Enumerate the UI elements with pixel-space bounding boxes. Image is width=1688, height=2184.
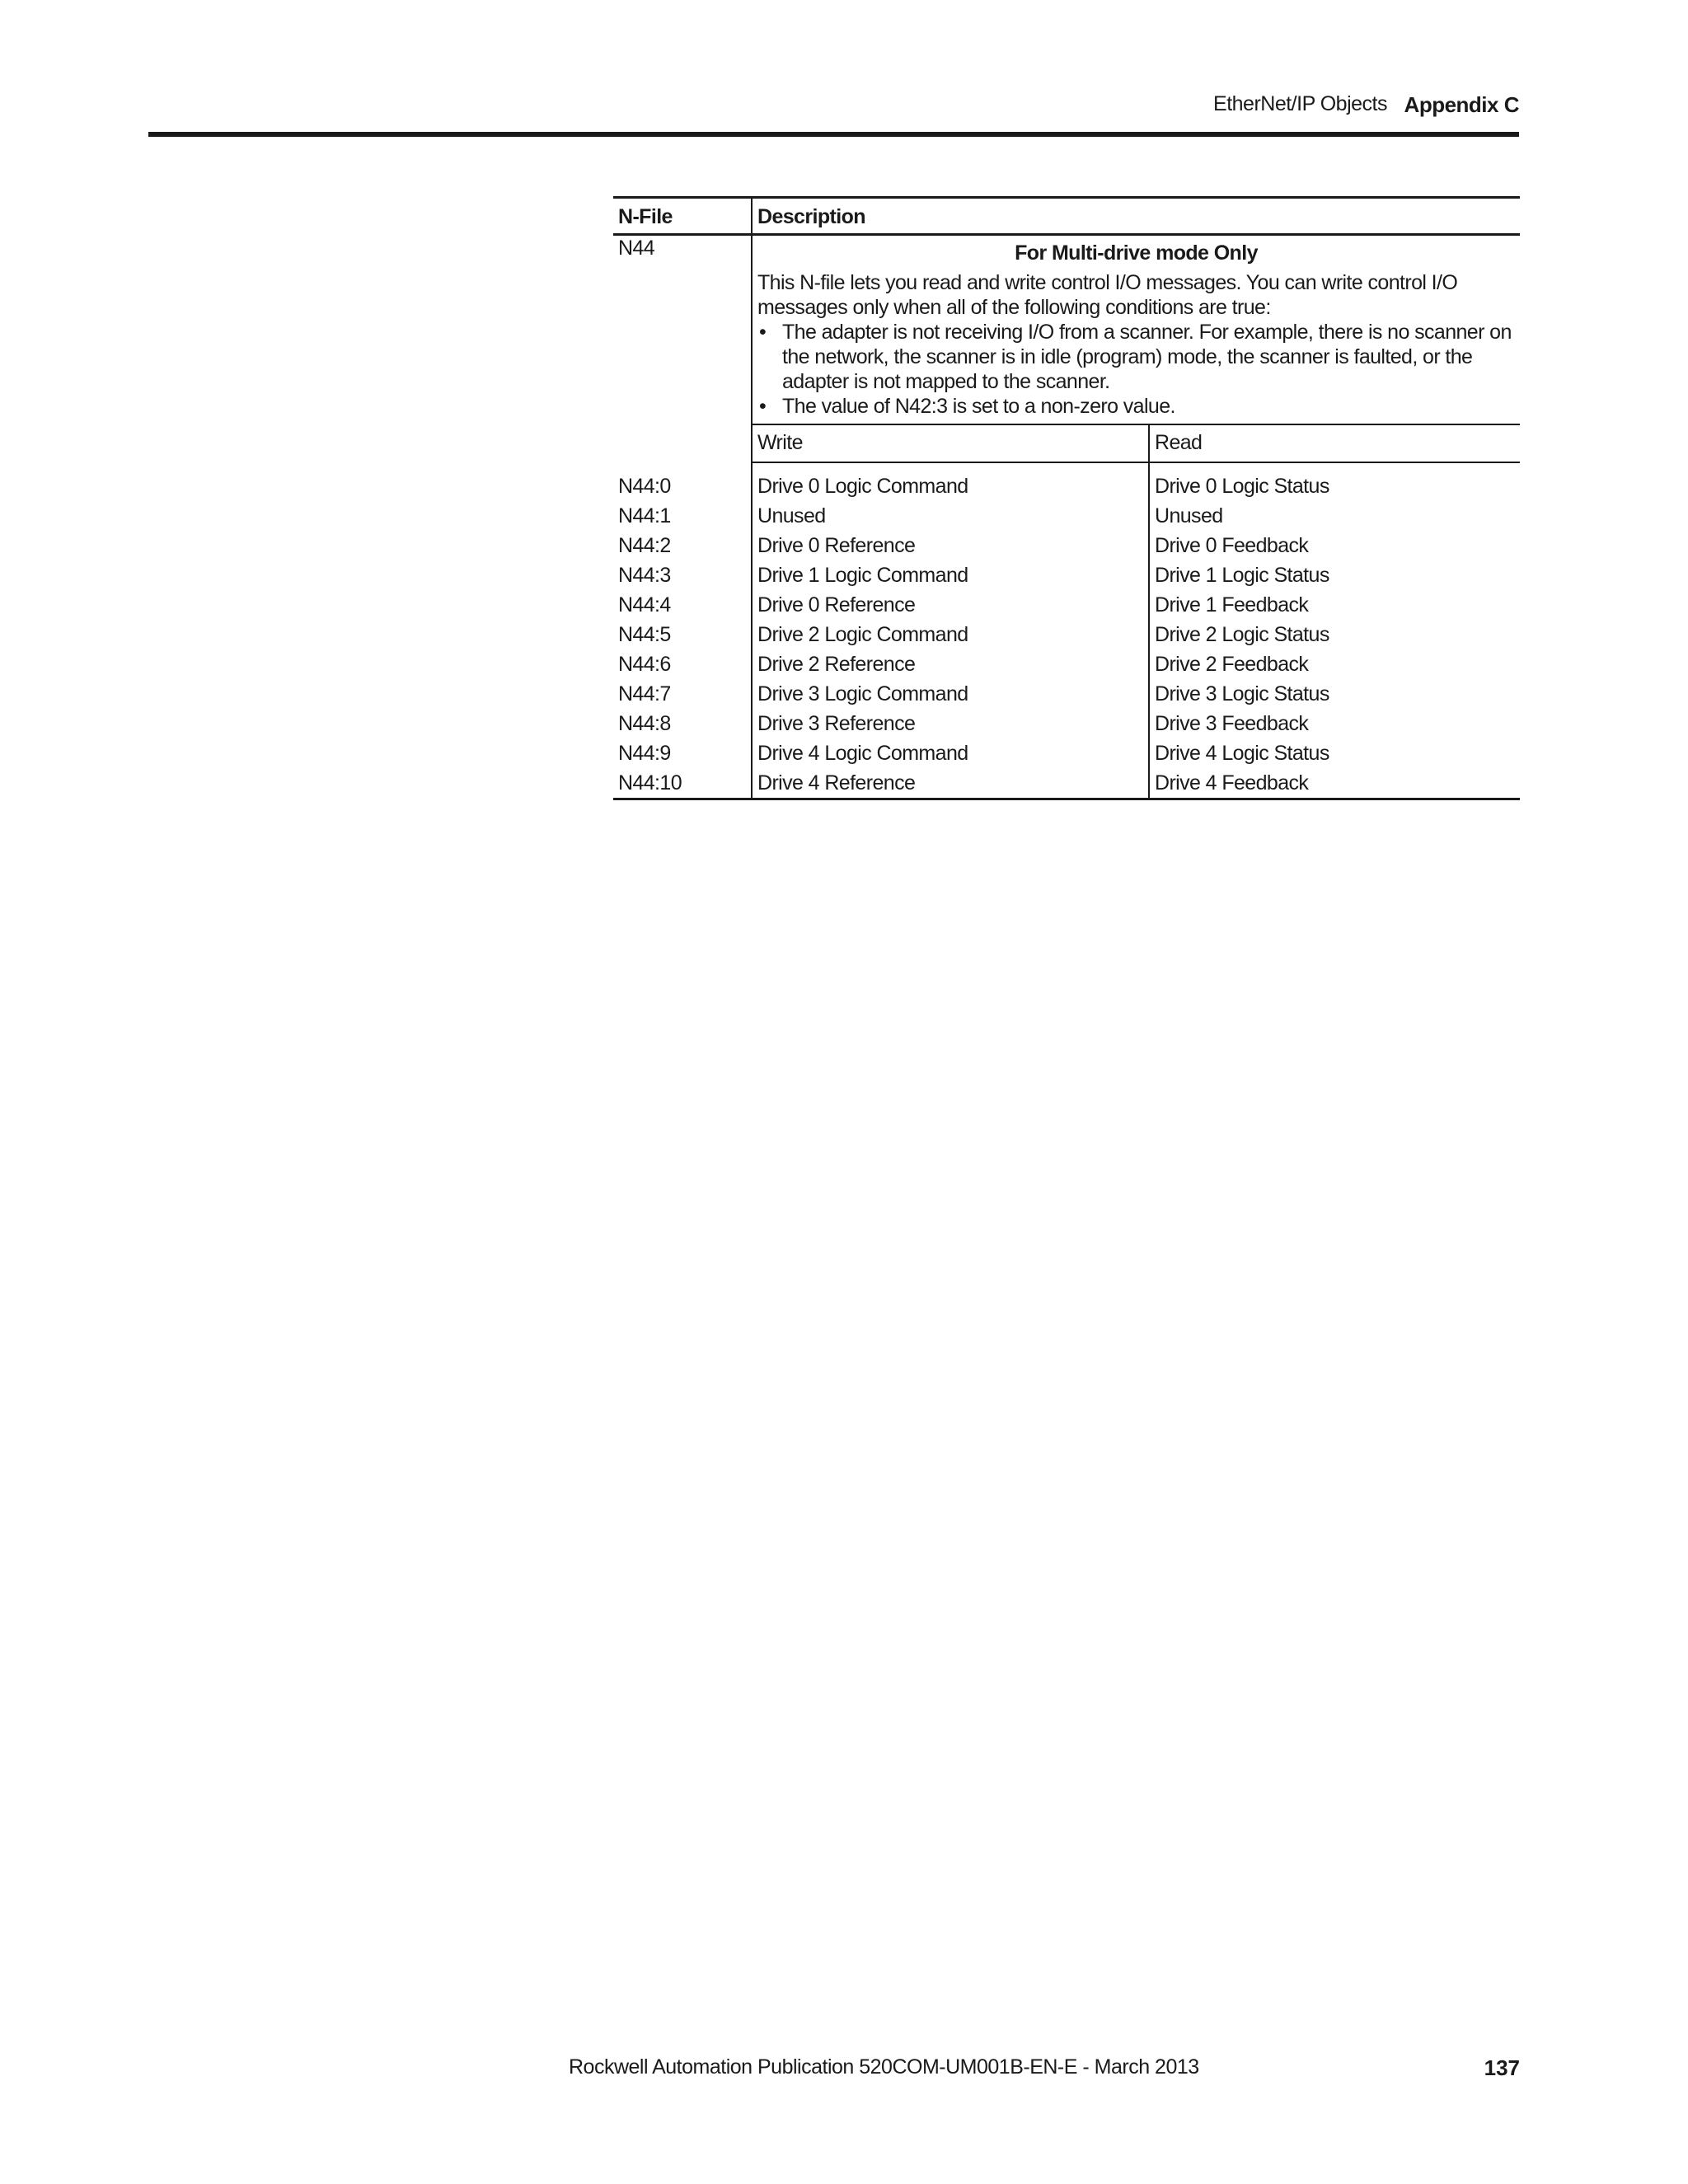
- list-item: • The adapter is not receiving I/O from a scanner. For example, there is no scanner on the network, the scanner is in idle (program) mode, the scanner is faulted, or the adapter is not mapped to the scanner.: [757, 320, 1515, 394]
- table-row: [613, 471, 1520, 501]
- table-row: [613, 649, 1520, 679]
- row-write: Drive 4 Logic Command: [752, 738, 1149, 768]
- row-write: Drive 0 Reference: [752, 590, 1149, 620]
- table-row: [613, 620, 1520, 649]
- mode-title: For Multi-drive mode Only: [1015, 241, 1258, 265]
- write-column-header: Write: [752, 424, 1149, 462]
- row-write: Drive 0 Logic Command: [752, 471, 1149, 501]
- nfile-table: [613, 196, 1520, 800]
- intro-text: This N-file lets you read and write control I/O messages. You can write control I/O messages only when all of the following conditions are true:: [757, 271, 1458, 319]
- table-header-row: [613, 198, 1520, 235]
- row-write: Drive 2 Reference: [752, 649, 1149, 679]
- row-read: Drive 1 Logic Status: [1149, 560, 1520, 590]
- row-nfile: N44:7: [618, 682, 671, 705]
- row-read: Drive 0 Feedback: [1149, 531, 1520, 560]
- row-nfile: N44:5: [618, 623, 671, 646]
- table-row: [613, 531, 1520, 560]
- write-read-header-row: [613, 424, 1520, 462]
- conditions-list: [757, 320, 1515, 419]
- row-read: Drive 3 Feedback: [1149, 709, 1520, 738]
- row-nfile: N44:9: [618, 742, 671, 765]
- header-section-title: EtherNet/IP Objects: [1213, 92, 1387, 115]
- read-column-header: Read: [1149, 424, 1520, 462]
- table-row: [613, 560, 1520, 590]
- row-nfile: N44:2: [618, 534, 671, 557]
- row-read: Drive 4 Feedback: [1149, 768, 1520, 799]
- table-row: [613, 768, 1520, 799]
- row-nfile: N44:6: [618, 653, 671, 676]
- row-write: Drive 0 Reference: [752, 531, 1149, 560]
- entry-row: [613, 235, 1520, 425]
- footer-publication: Rockwell Automation Publication 520COM-UM001B-EN-E - March 2013: [569, 2055, 1199, 2079]
- entry-nfile: N44: [618, 237, 655, 260]
- header-description: Description: [752, 198, 1520, 235]
- row-write: Drive 3 Logic Command: [752, 679, 1149, 709]
- row-read: Drive 4 Logic Status: [1149, 738, 1520, 768]
- row-read: Drive 0 Logic Status: [1149, 471, 1520, 501]
- row-write: Drive 1 Logic Command: [752, 560, 1149, 590]
- row-nfile: N44:10: [613, 768, 752, 799]
- row-nfile: N44:1: [618, 504, 671, 527]
- table-row: [613, 738, 1520, 768]
- header-nfile: N-File: [613, 198, 752, 235]
- entry-description: [752, 235, 1520, 425]
- row-write: Drive 3 Reference: [752, 709, 1149, 738]
- table-row: [613, 590, 1520, 620]
- list-item: • The value of N42:3 is set to a non-zero value.: [757, 394, 1515, 419]
- header-appendix-label: Appendix C: [1404, 92, 1519, 117]
- row-nfile: N44:0: [618, 475, 671, 498]
- row-nfile: N44:4: [618, 593, 671, 616]
- row-read: Drive 3 Logic Status: [1149, 679, 1520, 709]
- row-read: Drive 2 Logic Status: [1149, 620, 1520, 649]
- row-nfile: N44:8: [618, 712, 671, 735]
- table-row: [613, 679, 1520, 709]
- row-read: Drive 2 Feedback: [1149, 649, 1520, 679]
- row-nfile: N44:3: [618, 564, 671, 587]
- page-number: 137: [1484, 2055, 1520, 2080]
- row-read: Unused: [1149, 501, 1520, 531]
- table-row: [613, 501, 1520, 531]
- table-row: [613, 709, 1520, 738]
- row-write: Drive 4 Reference: [752, 768, 1149, 799]
- row-write: Unused: [752, 501, 1149, 531]
- row-write: Drive 2 Logic Command: [752, 620, 1149, 649]
- page-header: [148, 0, 1519, 137]
- row-read: Drive 1 Feedback: [1149, 590, 1520, 620]
